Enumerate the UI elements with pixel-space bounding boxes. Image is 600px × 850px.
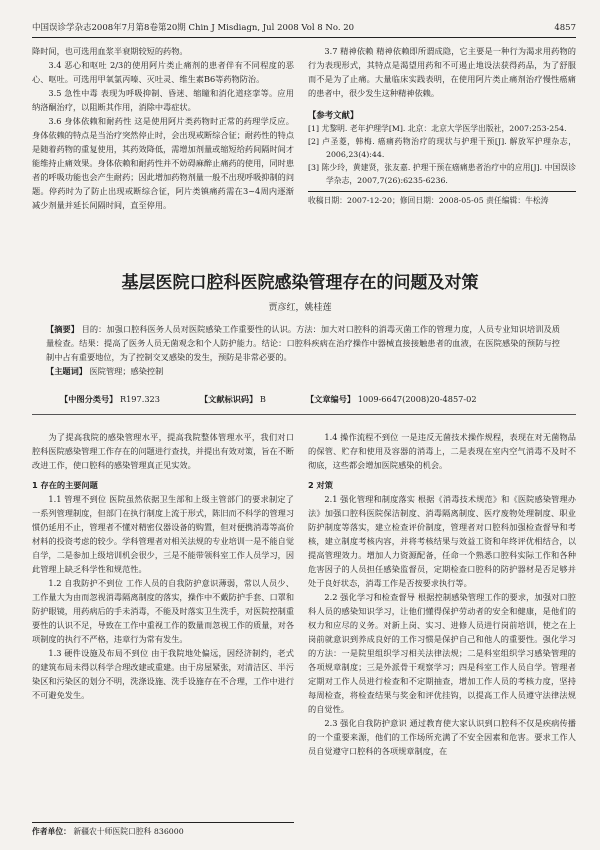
body-paragraph: 1.4 操作流程不到位 一是违反无菌技术操作规程，表现在对无菌物品的保管、贮存和使用及容器的消毒上，二是表现在室内空气消毒不及时不彻底，这些都会增加医院感染的机会。 <box>308 432 576 470</box>
received-date-line: 收稿日期：2007-12-20；修回日期：2008-05-05 责任编辑：牛松涛 <box>308 191 576 208</box>
keywords-line <box>46 364 560 378</box>
body-paragraph: 1.2 自我防护不到位 工作人员的自我防护意识薄弱，常以人员少、工作量大为由而忽视消毒隔离制度的落实，操作中不戴防护手套、口罩和防护眼镜，用药病后的手未消毒，不能及时落实卫生洗手，对医院控制重要性的认识不足，导致在工作中重视工作的数量而忽视工作的质量，对各项制度的执行不严格，违章行为常有发生。 <box>32 578 295 644</box>
section-heading: 1 存在的主要问题 <box>32 480 98 490</box>
author-affiliation-footnote <box>32 822 294 837</box>
reference-item: [1] 尤黎明. 老年护理学[M]. 北京：北京大学医学出版社，2007:253-254. <box>308 124 567 133</box>
abstract-label: 【摘要】 <box>46 324 79 334</box>
clc-field <box>60 394 160 405</box>
running-header <box>32 22 576 38</box>
references-heading: 【参考文献】 <box>308 110 359 120</box>
footnote-label: 作者单位： <box>32 827 71 836</box>
prev-paragraph: 3.4 恶心和呕吐 2/3的使用阿片类止痛剂的患者伴有不同程度的恶心、呕吐。可选用甲氧氯丙嗪、灭吐灵、维生素B6等药物防治。 <box>32 60 294 84</box>
clc-label: 【中图分类号】 <box>60 394 118 404</box>
header-page-number: 4857 <box>554 23 576 33</box>
previous-article-left-column <box>32 44 294 212</box>
body-paragraph: 1.3 硬件设施及布局不到位 由于我院地处偏远，因经济制约，老式的建筑布局未得以科学合理改建或重建。由于房屋紧张，对清洁区、半污染区和污染区的划分不明，洗涤设施、洗手设施存在不合理，工作中进行不可避免发生。 <box>32 648 295 700</box>
section-heading: 2 对策 <box>308 480 333 490</box>
reference-item: [3] 陈少玲，黄建贤，张友嘉. 护理干预在癌痛患者治疗中的应用[J]. 中国误诊学杂志，2007,7(26):6235-6236. <box>308 163 576 185</box>
clc-value: R197.323 <box>119 394 160 404</box>
prev-paragraph: 降时间，也可选用血浆半衰期较短的药物。 <box>32 46 188 56</box>
prev-paragraph: 3.7 精神依赖 精神依赖即所谓成隐，它主要是一种行为渴求用药物的行为表现形式，其特点是渴望用药和不可遏止地设法获得药品，为了舒服而不是为了止痛。大量临床实践表明，在使用阿片类止痛剂治疗慢性癌痛的患者中，很少发生这种精神依赖。 <box>308 46 576 98</box>
prev-paragraph: 3.5 急性中毒 表现为呼吸抑制、昏迷、缩瞳和消化道痉挛等。应用纳洛酮治疗，以阻断其作用，消除中毒症状。 <box>32 88 294 112</box>
body-paragraph: 2.3 强化自我防护意识 通过教育使大家认识到口腔科不仅是疾病传播的一个重要来源，他们的工作场所充满了不安全因素和危害。要求工作人员自觉遵守口腔科的各项规章制度，在 <box>308 718 576 756</box>
header-journal-info: 中国误诊学杂志2008年7月第8卷第20期 Chin J Misdiagn, Jul 2008 Vol 8 No. 20 <box>32 23 355 33</box>
article-number-field <box>306 394 477 405</box>
reference-item: [2] 卢圣菱，韩梅. 癌痛药物治疗的现状与护理干预[J]. 解放军护理杂志，2006,23(4):44. <box>308 137 576 159</box>
classification-row <box>60 394 560 405</box>
body-paragraph: 2.2 强化学习和检查督导 根据控制感染管理工作的要求，加强对口腔科人员的感染知识学习，让他们懂得保护劳动者的安全和健康，是他们的权力和应尽的义务。对新上岗、实习、进修人员进行岗前培训，使之在上岗前就意识到养成良好的工作习惯是保护自己和他人的重要性。强化学习的方法：一是院里组织学习相关法律法规；二是科室组织学习感染管理的各项规章制度；三是外派骨干观察学习；四是科室工作人员自学。管理者定期对工作人员进行检查和不定期抽查，增加工作人员的考核力度，坚持每周检查，将检查结果与奖金和评优挂钩，以提高工作人员遵守法律法规的自觉性。 <box>308 592 576 714</box>
doc-code-label: 【文献标识码】 <box>199 394 258 404</box>
section-divider <box>32 414 576 415</box>
keywords-label: 【主题词】 <box>46 366 87 376</box>
abstract-block <box>46 322 560 378</box>
abstract-text: 目的：加强口腔科医务人员对医院感染工作重要性的认识。方法：加大对口腔科的消毒灭菌工作的管理力度，人员专业知识培训及质量检查。结果：提高了医务人员无菌观念和个人防护能力。结论：口腔科疾病在治疗操作中器械直接接触患者的血液，在医院感染的预防与控制中占有重要地位，为了控制交叉感染的发生，预防是非常必要的。 <box>46 324 560 362</box>
previous-article-right-column <box>308 44 576 208</box>
body-paragraph: 为了提高我院的感染管理水平，提高我院整体管理水平，我们对口腔科医院感染管理工作存在的问题进行查找，并提出有效对策，旨在不断改进工作，使口腔科的感染管理真正见实效。 <box>32 432 295 470</box>
body-right-column <box>308 430 576 758</box>
body-paragraph: 1.1 管理不到位 医院虽然依据卫生部和上级主管部门的要求制定了一系列管理制度，但部门在执行制度上流于形式，陈旧而不科学的管理习惯仍延用不止，管理者不懂对精密仪器设备的购置，但对便携消毒等高价材料的投资考虑的较少。学科管理者对相关法规的专业培训一是不能自觉自学，二是参加上级培训机会很少，三是不能带领科室工作人员学习，因此管理上缺乏科学性和规范性。 <box>32 494 295 574</box>
body-paragraph: 2.1 强化管理和制度落实 根据《消毒技术规范》和《医院感染管理办法》加强口腔科医院保洁制度、消毒隔离制度、医疗废物处理制度、职业防护制度等落实，建立检查评价制度，管理者对口腔科加强检查督导和考核，建立制度考核内容，并将考核结果与效益工资和年终评优相结合，以提高管理效力。增加人力资源配备，任命一个熟悉口腔科实际工作和各种危害因子的人员担任感染监督员，定期检查口腔科的防护器材是否足够并处于良好状态，消毒工作是否按要求执行等。 <box>308 494 576 588</box>
article-number-label: 【文章编号】 <box>305 394 356 404</box>
footnote-text: 新疆农十师医院口腔科 836000 <box>73 827 184 836</box>
body-left-column <box>32 430 294 702</box>
article-authors: 贾彦红，姚桂莲 <box>268 303 332 313</box>
doc-code-value: B <box>259 394 266 404</box>
article-number-value: 1009-6647(2008)20-4857-02 <box>357 394 477 404</box>
prev-paragraph: 3.6 身体依赖和耐药性 这是使用阿片类药物时正常的药理学反应。身体依赖的特点是当治疗突然停止时，会出现戒断综合征；耐药性的特点是随着药物的重复使用，其药效降低，需增加剂量或缩短给药间隔时间才能维持止痛效果。身体依赖和耐药性并不妨碍麻醉止痛药的使用，同时患者的呼吸功能也会产生耐药；因此增加药物剂量一般不出现呼吸抑制的问题。停药时为了防止出现戒断综合征，阿片类镇痛药需在3~4周内逐渐减少剂量并延长间隔时间，直至停用。 <box>32 116 295 210</box>
article-title: 基层医院口腔科医院感染管理存在的问题及对策 <box>121 273 479 293</box>
keywords-text: 医院管理；感染控制 <box>89 366 164 376</box>
doc-code-field <box>200 394 266 405</box>
